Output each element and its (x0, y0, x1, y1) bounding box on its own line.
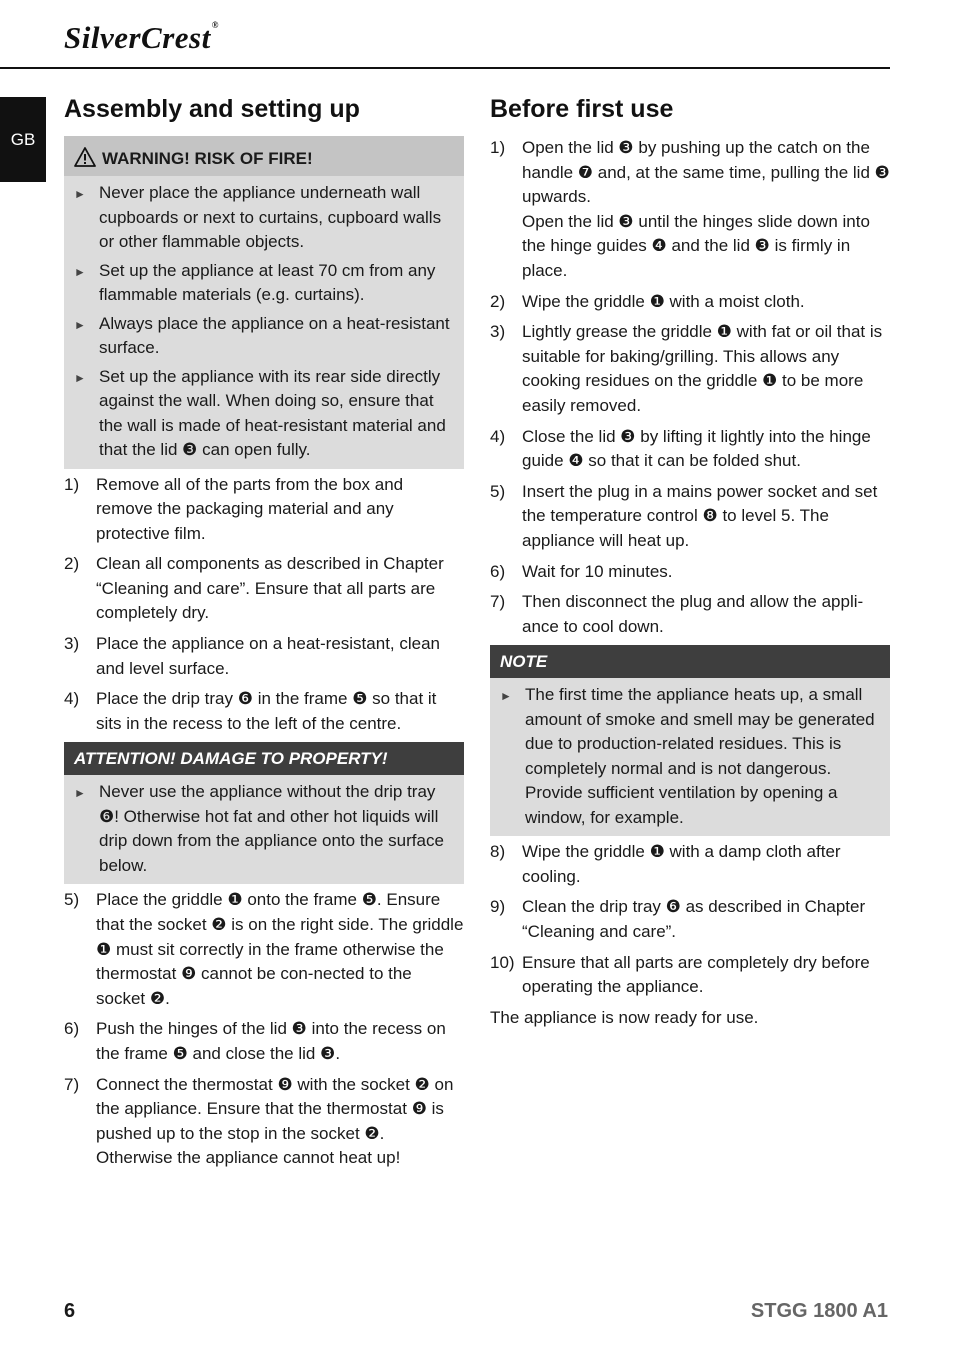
step-text: Wait for 10 minutes. (522, 561, 673, 581)
step-text-part: Open the lid ❸ by pushing up the catch on the handle ❼ and, at the same time, pulling the lid ❸ upwards. (522, 138, 890, 207)
ready-statement: The appliance is now ready for use. (490, 1007, 759, 1027)
step-text: Then disconnect the plug and allow the appli-ance to cool down. (522, 592, 864, 636)
warning-item (74, 365, 454, 463)
step-item (64, 888, 464, 1011)
step-number: 4) (64, 689, 80, 709)
warning-item-text: Set up the appliance with its rear side directly against the wall. When doing so, ensure that the wall is made of heat-resistant material and that the lid ❸ can open fully. (99, 366, 446, 459)
model-number: STGG 1800 A1 (750, 1300, 888, 1322)
section-title-first-use: Before first use (490, 95, 674, 123)
note-heading: NOTE (490, 645, 890, 678)
attention-item (74, 780, 454, 878)
step-text-part: Open the lid ❸ until the hinges slide down into the hinge guides ❹ and the lid ❸ is firmly in place. (522, 211, 870, 280)
step-number: 2) (64, 554, 80, 574)
step-text: Place the griddle ❶ onto the frame ❺. Ensure that the socket ❷ is on the right side. The griddle ❶ must sit correctly in the frame otherwise the thermostat ❾ cannot be con-nected to the socket ❷. (96, 890, 464, 1008)
attention-list (64, 775, 464, 884)
note-item-text: The first time the appliance heats up, a small amount of smoke and smell may be generated due to production-related residues. This is completely normal and is not dangerous. Provide sufficient ventilation by opening a window, for example. (525, 685, 875, 827)
step-text: Ensure that all parts are completely dry before operating the appliance. (522, 952, 870, 997)
warning-item (74, 312, 454, 361)
step-text: Lightly grease the griddle ❶ with fat or oil that is suitable for baking/grilling. This allows any cooking residues on the griddle ❶ to be more easily removed. (522, 322, 883, 415)
step-item (64, 687, 464, 736)
page-number: 6 (64, 1300, 76, 1322)
warning-triangle-icon (74, 147, 96, 167)
arrow-bullet-icon: ► (74, 187, 86, 201)
step-number: 8) (490, 842, 506, 862)
step-item (490, 480, 890, 554)
warning-item (74, 259, 454, 308)
step-text: Clean all components as described in Chapter “Cleaning and care”. Ensure that all parts are completely dry. (96, 554, 444, 623)
step-number: 5) (64, 890, 80, 910)
arrow-bullet-icon: ► (74, 786, 86, 801)
warning-heading-text: WARNING! RISK OF FIRE! (102, 149, 313, 168)
step-text: Connect the thermostat ❾ with the socket ❷ on the appliance. Ensure that the thermostat ❾ is pushed up to the stop in the socket ❷. Otherwise the appliance cannot heat up! (96, 1074, 454, 1168)
step-number: 10) (490, 952, 515, 972)
step-item (490, 840, 890, 889)
step-item (490, 895, 890, 944)
step-text: Place the appliance on a heat-resistant, clean and level surface. (96, 634, 441, 678)
step-text: Push the hinges of the lid ❸ into the recess on the frame ❺ and close the lid ❸. (96, 1019, 446, 1063)
step-text: Close the lid ❸ by lifting it lightly into the hinge guide ❹ so that it can be folded shut. (522, 426, 871, 471)
step-number: 1) (64, 474, 80, 494)
first-use-steps-8-10 (490, 840, 890, 1000)
step-item (490, 425, 890, 474)
arrow-bullet-icon: ► (74, 317, 86, 332)
step-number: 1) (490, 138, 506, 157)
section-title-assembly: Assembly and setting up (64, 95, 360, 123)
language-tab: GB (0, 97, 46, 182)
step-item (64, 1073, 464, 1171)
step-item (490, 320, 890, 418)
step-text: Insert the plug in a mains power socket and set the temperature control ❽ to level 5. The appliance will heat up. (522, 481, 878, 550)
arrow-bullet-icon: ► (500, 689, 512, 704)
assembly-steps-5-7 (64, 888, 464, 1171)
step-text (522, 136, 890, 284)
step-item (490, 560, 890, 585)
step-number: 2) (490, 291, 506, 311)
step-number: 3) (64, 634, 80, 654)
step-text: Clean the drip tray ❻ as described in Chapter “Cleaning and care”. (522, 897, 866, 942)
warning-box (64, 136, 464, 469)
step-number: 7) (490, 592, 506, 612)
warning-item-text: Set up the appliance at least 70 cm from any flammable materials (e.g. curtains). (99, 260, 436, 304)
warning-item-text: Never place the appliance underneath wall cupboards or next to curtains, cupboard walls or other flammable objects. (99, 183, 442, 251)
step-number: 7) (64, 1074, 80, 1094)
step-item (490, 951, 890, 1000)
step-item (64, 473, 464, 547)
note-item (500, 683, 880, 830)
step-number: 3) (490, 322, 506, 342)
step-number: 6) (490, 561, 506, 581)
step-item (490, 290, 890, 315)
warning-item (74, 181, 454, 255)
left-column (64, 92, 464, 1177)
step-number: 5) (490, 481, 506, 501)
step-item (64, 552, 464, 626)
step-number: 6) (64, 1019, 80, 1039)
brand-logo (64, 20, 219, 56)
assembly-steps-1-4 (64, 473, 464, 737)
warning-item-text: Always place the appliance on a heat-resistant surface. (99, 313, 450, 357)
warning-list (64, 176, 464, 469)
step-item (64, 632, 464, 681)
step-item (64, 1017, 464, 1066)
brand-name: SilverCrest (64, 20, 211, 55)
step-item (490, 136, 890, 284)
arrow-bullet-icon: ► (74, 370, 86, 385)
attention-box (64, 742, 464, 884)
step-text: Remove all of the parts from the box and remove the packaging material and any protective film. (96, 474, 404, 543)
arrow-bullet-icon: ► (74, 264, 86, 279)
warning-heading (64, 136, 464, 176)
step-text: Wipe the griddle ❶ with a moist cloth. (522, 291, 805, 311)
step-text: Wipe the griddle ❶ with a damp cloth after cooling. (522, 842, 841, 886)
header-rule (0, 67, 890, 69)
attention-item-text: Never use the appliance without the drip tray ❻! Otherwise hot fat and other hot liquids will drip down from the appliance onto the surface below. (99, 782, 444, 875)
first-use-steps-1-7 (490, 136, 890, 639)
note-list (490, 678, 890, 836)
step-number: 9) (490, 897, 506, 917)
step-item (490, 590, 890, 639)
right-column (490, 92, 890, 1030)
registered-mark: ® (211, 20, 219, 30)
attention-heading: ATTENTION! DAMAGE TO PROPERTY! (64, 742, 464, 775)
note-box (490, 645, 890, 836)
step-text: Place the drip tray ❻ in the frame ❺ so that it sits in the recess to the left of the centre. (96, 689, 437, 733)
step-number: 4) (490, 426, 506, 446)
